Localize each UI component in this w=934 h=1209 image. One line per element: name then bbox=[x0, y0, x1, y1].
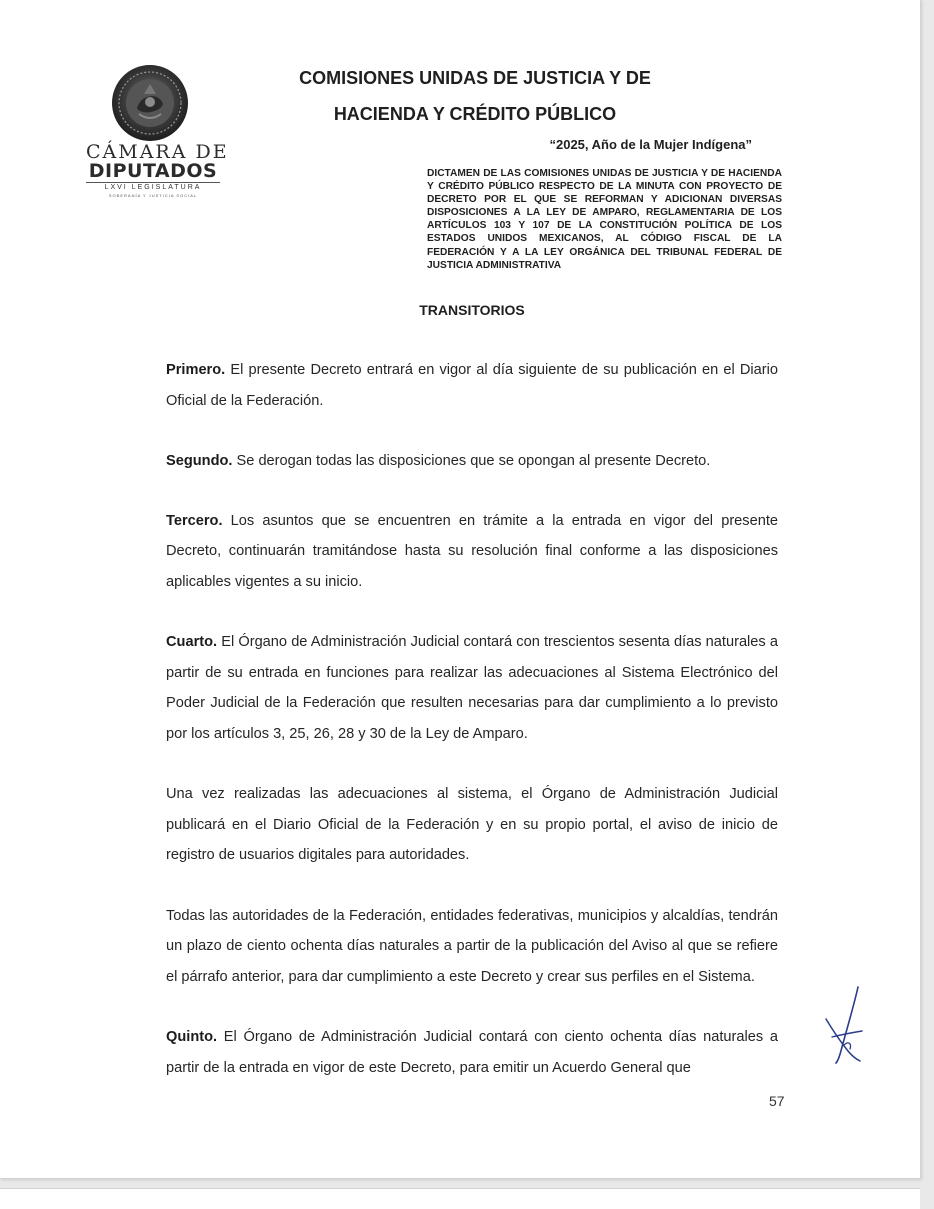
year-motto: “2025, Año de la Mujer Indígena” bbox=[549, 137, 752, 152]
header-title-line1: COMISIONES UNIDAS DE JUSTICIA Y DE bbox=[299, 68, 651, 88]
article-text-tercero: Los asuntos que se encuentren en trámite a la entrada en vigor del presente Decreto, continuarán tramitándose hasta su resolución final conforme a las disposiciones aplicables vigentes a su inicio. bbox=[166, 512, 778, 590]
article-text-primero: El presente Decreto entrará en vigor al día siguiente de su publicación en el Diario Oficial de la Federación. bbox=[166, 362, 778, 409]
paragraph-primero bbox=[166, 355, 778, 416]
logo-text-legislatura: LXVI LEGISLATURA bbox=[86, 182, 220, 191]
document-body bbox=[166, 355, 778, 1083]
article-text-cuarto: El Órgano de Administración Judicial contará con trescientos sesenta días naturales a partir de su entrada en funciones para realizar las adecuaciones al Sistema Electrónico del Poder Judicial de la Federación que resulten necesarias para dar cumplimiento a lo previsto por los artículos 3, 25, 26, 28 y 30 de la Ley de Amparo. bbox=[166, 634, 778, 742]
page-number: 57 bbox=[769, 1093, 785, 1109]
logo-text-motto: SOBERANÍA Y JUSTICIA SOCIAL bbox=[108, 193, 198, 198]
paragraph-segundo bbox=[166, 446, 778, 477]
section-title: TRANSITORIOS bbox=[419, 302, 525, 318]
camara-diputados-logo bbox=[78, 58, 228, 208]
article-label-quinto: Quinto. bbox=[166, 1029, 218, 1045]
article-text-segundo: Se derogan todas las disposiciones que se opongan al presente Decreto. bbox=[232, 453, 711, 469]
dictamen-summary: DICTAMEN DE LAS COMISIONES UNIDAS DE JUSTICIA Y DE HACIENDA Y CRÉDITO PÚBLICO RESPECTO DE LA MINUTA CON PROYECTO DE DECRETO POR EL QUE SE REFORMAN Y ADICIONAN DIVERSAS DISPOSICIONES A LA LEY DE AMPARO, REGLAMENTARIA DE LOS ARTÍCULOS 103 Y 107 DE LA CONSTITUCIÓN POLÍTICA DE LOS ESTADOS UNIDOS MEXICANOS, AL CÓDIGO FISCAL DE LA FEDERACIÓN Y A LA LEY ORGÁNICA DEL TRIBUNAL FEDERAL DE JUSTICIA ADMINISTRATIVA bbox=[427, 168, 782, 271]
article-label-cuarto: Cuarto. bbox=[166, 634, 218, 650]
article-label-primero: Primero. bbox=[166, 362, 226, 378]
paragraph-cuarto-3: Todas las autoridades de la Federación, entidades federativas, municipios y alcaldías, tendrán un plazo de ciento ochenta días naturales a partir de la publicación del Aviso al que se refiere el párrafo anterior, para dar cumplimiento a este Decreto y crear sus perfiles en el Sistema. bbox=[166, 907, 778, 985]
header-title-line2: HACIENDA Y CRÉDITO PÚBLICO bbox=[333, 104, 617, 124]
signature-icon bbox=[818, 985, 878, 1065]
logo-text-camara: CÁMARA DE bbox=[86, 141, 229, 163]
logo-text-diputados: DIPUTADOS bbox=[88, 160, 218, 182]
article-label-tercero: Tercero. bbox=[166, 512, 223, 529]
paragraph-cuarto-2: Una vez realizadas las adecuaciones al sistema, el Órgano de Administración Judicial publicará en el Diario Oficial de la Federación y en su propio portal, el aviso de inicio de registro de usuarios digitales para autoridades. bbox=[166, 786, 778, 863]
article-text-quinto: El Órgano de Administración Judicial contará con ciento ochenta días naturales a partir de la entrada en vigor de este Decreto, para emitir un Acuerdo General que bbox=[166, 1029, 778, 1076]
paragraph-cuarto bbox=[166, 627, 778, 749]
paragraph-quinto bbox=[166, 1022, 778, 1083]
paragraph-tercero bbox=[166, 506, 778, 598]
article-label-segundo: Segundo. bbox=[166, 453, 233, 469]
seal-icon bbox=[111, 64, 189, 142]
next-page-edge bbox=[0, 1188, 920, 1209]
